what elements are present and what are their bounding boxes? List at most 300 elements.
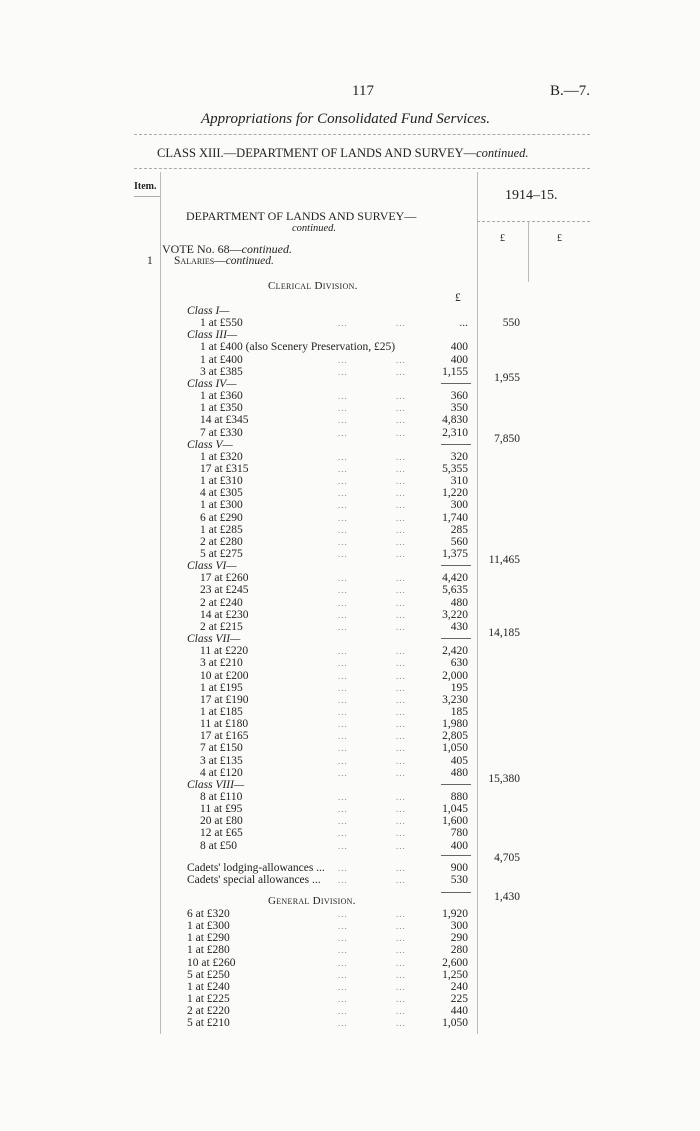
general-salary-row <box>0 908 700 920</box>
salary-row <box>0 791 700 803</box>
row-amount: 285 <box>450 523 468 536</box>
salary-row <box>0 463 700 475</box>
row-label: 8 at £50 <box>200 839 238 852</box>
leader-dots: ... <box>396 621 406 632</box>
subtotal-value: 15,380 <box>488 772 520 785</box>
leader-dots: ... <box>338 767 348 778</box>
leader-dots: ... <box>396 816 406 827</box>
salary-row <box>0 548 700 560</box>
row-amount: 780 <box>450 827 468 840</box>
salary-row <box>0 767 700 779</box>
row-amount: 3,220 <box>442 608 468 621</box>
row-label: 1 at £400 <box>200 353 243 366</box>
row-label: 1 at £360 <box>200 390 243 403</box>
row-label: 10 at £200 <box>200 669 249 682</box>
leader-dots: ... <box>338 670 348 681</box>
row-label: 1 at £320 <box>200 450 243 463</box>
leader-dots: ... <box>396 391 406 402</box>
leader-dots: ... <box>396 549 406 559</box>
salary-row <box>0 742 700 754</box>
class-heading-row <box>0 305 700 317</box>
class-heading-row <box>0 560 700 572</box>
row-amount: 350 <box>450 402 468 415</box>
leader-dots: ... <box>338 874 348 885</box>
rule <box>134 168 590 169</box>
row-label: 3 at £210 <box>200 657 243 670</box>
salary-row <box>0 341 700 353</box>
salary-row <box>0 354 700 366</box>
row-label: 3 at £385 <box>200 365 243 378</box>
leader-dots: ... <box>338 994 348 1005</box>
salary-row <box>0 815 700 827</box>
general-salary-row <box>0 932 700 944</box>
leader-dots: ... <box>396 792 406 802</box>
row-label: 1 at £195 <box>200 681 243 694</box>
salary-row <box>0 487 700 499</box>
leader-dots: ... <box>396 921 406 932</box>
leader-dots: ... <box>338 969 348 980</box>
row-label: Class I— <box>187 305 230 317</box>
row-amount: 4,830 <box>442 414 468 427</box>
leader-dots: ... <box>396 957 406 968</box>
salary-row <box>0 414 700 426</box>
row-label: 14 at £345 <box>200 414 249 427</box>
leader-dots: ... <box>338 804 348 815</box>
row-label: 1 at £400 (also Scenery Preservation, £25) <box>200 341 396 354</box>
leader-dots: ... <box>396 731 406 742</box>
leader-dots: ... <box>396 524 406 535</box>
row-label: Cadets' lodging-allowances ... <box>187 861 325 874</box>
leader-dots: ... <box>396 755 406 766</box>
row-amount: 360 <box>450 390 468 403</box>
salary-row <box>0 512 700 524</box>
row-label: 2 at £220 <box>187 1005 230 1018</box>
row-label: 23 at £245 <box>200 584 249 597</box>
leader-dots: ... <box>396 828 406 839</box>
row-label: 17 at £165 <box>200 730 249 743</box>
leader-dots: ... <box>338 646 348 657</box>
leader-dots: ... <box>338 621 348 632</box>
row-amount: 1,375 <box>442 548 468 560</box>
leader-dots: ... <box>338 609 348 620</box>
row-label: 2 at £280 <box>200 535 243 548</box>
leader-dots: ... <box>338 731 348 742</box>
leader-dots: ... <box>338 981 348 992</box>
leader-dots: ... <box>396 969 406 980</box>
row-label: 12 at £65 <box>200 827 243 840</box>
leader-dots: ... <box>396 573 406 584</box>
row-amount: 2,000 <box>442 669 468 682</box>
leader-dots: ... <box>396 1006 406 1017</box>
leader-dots: ... <box>396 476 406 487</box>
pound-heading: £ <box>557 233 562 244</box>
leader-dots: ... <box>396 403 406 414</box>
leader-dots: ... <box>396 488 406 499</box>
row-label: 11 at £95 <box>200 803 243 816</box>
salary-row <box>0 390 700 402</box>
subtotal-value: 7,850 <box>494 432 520 445</box>
leader-dots: ... <box>396 354 406 365</box>
cadet-allowance-row <box>0 874 700 886</box>
row-label: 8 at £110 <box>200 791 243 803</box>
row-amount: 225 <box>450 993 468 1006</box>
rule <box>134 196 160 197</box>
row-amount: ... <box>459 317 468 330</box>
row-amount: 1,050 <box>442 1017 468 1030</box>
leader-dots: ... <box>338 476 348 487</box>
salary-row <box>0 317 700 329</box>
row-label: 1 at £290 <box>187 932 230 945</box>
vote-continued: continued. <box>241 242 292 256</box>
row-label: 20 at £80 <box>200 815 243 828</box>
rule <box>477 221 590 222</box>
salary-row <box>0 682 700 694</box>
leader-dots: ... <box>338 743 348 754</box>
row-amount: 405 <box>450 754 468 767</box>
leader-dots: ... <box>338 427 348 438</box>
row-amount: 530 <box>450 873 468 886</box>
row-amount: 310 <box>450 475 468 488</box>
leader-dots: ... <box>338 573 348 584</box>
salary-row <box>0 827 700 839</box>
leader-dots: ... <box>396 804 406 815</box>
row-label: 10 at £260 <box>187 956 236 969</box>
salary-row <box>0 402 700 414</box>
row-label: 17 at £315 <box>200 462 249 475</box>
salary-row <box>0 718 700 730</box>
leader-dots: ... <box>338 403 348 414</box>
salary-row <box>0 524 700 536</box>
row-label: 1 at £300 <box>200 499 243 512</box>
salary-row <box>0 499 700 511</box>
general-salary-row <box>0 969 700 981</box>
row-label: Class III— <box>187 329 238 342</box>
leader-dots: ... <box>396 933 406 944</box>
leader-dots: ... <box>338 909 348 919</box>
leader-dots: ... <box>396 500 406 511</box>
salary-row <box>0 584 700 596</box>
row-amount: 300 <box>450 920 468 933</box>
row-label: 3 at £135 <box>200 754 243 767</box>
row-label: 2 at £215 <box>200 620 243 633</box>
leader-dots: ... <box>396 658 406 669</box>
subtotal-value: 550 <box>502 317 520 330</box>
row-label: 4 at £120 <box>200 766 243 779</box>
row-amount: 480 <box>450 766 468 779</box>
leader-dots: ... <box>338 488 348 499</box>
salary-row <box>0 755 700 767</box>
leader-dots: ... <box>338 816 348 827</box>
leader-dots: ... <box>396 682 406 693</box>
row-label: 14 at £230 <box>200 608 249 621</box>
pound-heading: £ <box>500 233 505 244</box>
leader-dots: ... <box>396 646 406 657</box>
document-reference: B.—7. <box>550 83 591 99</box>
leader-dots: ... <box>396 609 406 620</box>
general-salary-row <box>0 981 700 993</box>
row-amount: 1,050 <box>442 742 468 755</box>
row-amount: 1,920 <box>442 908 468 920</box>
row-label: 1 at £225 <box>187 993 230 1006</box>
subtotal-rule <box>441 383 471 384</box>
leader-dots: ... <box>338 682 348 693</box>
leader-dots: ... <box>396 536 406 547</box>
clerical-division-heading: Clerical Division. <box>268 280 358 292</box>
row-amount: 1,250 <box>442 968 468 981</box>
leader-dots: ... <box>396 427 406 438</box>
subtotal-rule <box>441 638 471 639</box>
salary-row <box>0 645 700 657</box>
salary-row <box>0 597 700 609</box>
salaries-continued: continued. <box>225 255 274 267</box>
row-amount: 290 <box>450 932 468 945</box>
leader-dots: ... <box>396 366 406 377</box>
row-amount: 2,805 <box>442 730 468 743</box>
leader-dots: ... <box>396 743 406 754</box>
row-label: 7 at £330 <box>200 426 243 439</box>
salary-row <box>0 730 700 742</box>
leader-dots: ... <box>338 463 348 474</box>
row-label: 2 at £240 <box>200 596 243 609</box>
leader-dots: ... <box>338 945 348 956</box>
leader-dots: ... <box>338 391 348 402</box>
row-amount: 880 <box>450 791 468 803</box>
cadet-allowance-row <box>0 862 700 874</box>
leader-dots: ... <box>338 500 348 511</box>
leader-dots: ... <box>396 840 406 851</box>
leader-dots: ... <box>396 670 406 681</box>
salary-row <box>0 451 700 463</box>
row-amount: 320 <box>450 450 468 463</box>
row-label: Class IV— <box>187 377 237 390</box>
row-amount: 5,355 <box>442 462 468 475</box>
general-salary-row <box>0 1017 700 1029</box>
row-label: 17 at £260 <box>200 572 249 585</box>
row-label: 1 at £280 <box>187 944 230 957</box>
page-number: 117 <box>352 83 374 99</box>
year-heading: 1914–15. <box>505 188 558 203</box>
rule <box>134 134 590 135</box>
column-rule <box>528 222 529 282</box>
salaries-text: Salaries— <box>174 255 226 267</box>
row-label: 6 at £290 <box>200 511 243 524</box>
class-heading <box>157 146 529 161</box>
leader-dots: ... <box>338 828 348 839</box>
salary-row <box>0 572 700 584</box>
department-title: DEPARTMENT OF LANDS AND SURVEY— <box>186 209 417 223</box>
class-heading-row <box>0 378 700 390</box>
row-label: 1 at £300 <box>187 920 230 933</box>
leader-dots: ... <box>396 1018 406 1029</box>
row-amount: 240 <box>450 980 468 993</box>
salary-row <box>0 840 700 852</box>
leader-dots: ... <box>396 994 406 1005</box>
leader-dots: ... <box>338 719 348 730</box>
general-salary-row <box>0 957 700 969</box>
leader-dots: ... <box>338 658 348 669</box>
general-salary-row <box>0 1005 700 1017</box>
leader-dots: ... <box>338 524 348 535</box>
leader-dots: ... <box>338 957 348 968</box>
row-amount: 4,420 <box>442 572 468 585</box>
leader-dots: ... <box>338 451 348 462</box>
row-amount: 560 <box>450 535 468 548</box>
leader-dots: ... <box>338 1006 348 1017</box>
item-column-label: Item. <box>134 181 157 192</box>
leader-dots: ... <box>338 755 348 766</box>
class-heading-row <box>0 779 700 791</box>
leader-dots: ... <box>396 945 406 956</box>
salary-row <box>0 621 700 633</box>
leader-dots: ... <box>396 597 406 608</box>
item-number: 1 <box>147 255 153 267</box>
class-heading-row <box>0 329 700 341</box>
salaries-heading <box>174 255 274 267</box>
class-heading-row <box>0 439 700 451</box>
leader-dots: ... <box>396 909 406 919</box>
leader-dots: ... <box>338 549 348 559</box>
row-amount: 1,980 <box>442 718 468 731</box>
leader-dots: ... <box>338 840 348 851</box>
row-amount: 5,635 <box>442 584 468 597</box>
row-label: 6 at £320 <box>187 908 230 920</box>
row-label: 1 at £350 <box>200 402 243 415</box>
row-amount: 1,740 <box>442 511 468 524</box>
leader-dots: ... <box>338 536 348 547</box>
row-amount: 900 <box>450 861 468 874</box>
subtotal-rule <box>441 784 471 785</box>
leader-dots: ... <box>396 981 406 992</box>
row-label: 1 at £185 <box>200 705 243 718</box>
general-division-heading: General Division. <box>268 895 356 907</box>
row-amount: 430 <box>450 620 468 633</box>
department-title-continued: continued. <box>292 223 337 234</box>
leader-dots: ... <box>338 1018 348 1029</box>
salary-row <box>0 609 700 621</box>
salary-row <box>0 706 700 718</box>
row-label: 1 at £240 <box>187 980 230 993</box>
leader-dots: ... <box>338 933 348 944</box>
leader-dots: ... <box>338 415 348 426</box>
subtotal-rule <box>441 855 471 856</box>
subtotal-value: 4,705 <box>494 851 520 864</box>
page-title: Appropriations for Consolidated Fund Services. <box>201 111 491 127</box>
row-amount: 400 <box>450 341 468 354</box>
subtotal-rule <box>441 444 471 445</box>
row-label: 7 at £150 <box>200 742 243 755</box>
subtotal-value: 1,955 <box>494 371 520 384</box>
row-label: 5 at £210 <box>187 1017 230 1030</box>
leader-dots: ... <box>396 463 406 474</box>
general-salary-row <box>0 944 700 956</box>
vote-text: VOTE No. 68— <box>162 242 242 256</box>
row-amount: 185 <box>450 705 468 718</box>
row-amount: 2,310 <box>442 426 468 439</box>
leader-dots: ... <box>338 706 348 717</box>
leader-dots: ... <box>338 597 348 608</box>
leader-dots: ... <box>338 512 348 523</box>
row-amount: 440 <box>450 1005 468 1018</box>
row-label: Cadets' special allowances ... <box>187 873 321 886</box>
leader-dots: ... <box>396 451 406 462</box>
row-label: 1 at £285 <box>200 523 243 536</box>
leader-dots: ... <box>338 862 348 873</box>
leader-dots: ... <box>338 792 348 802</box>
row-amount: 195 <box>450 681 468 694</box>
salary-row <box>0 803 700 815</box>
general-salary-row <box>0 993 700 1005</box>
row-label: 5 at £250 <box>187 968 230 981</box>
salary-row <box>0 475 700 487</box>
subtotal-value: 11,465 <box>488 554 520 567</box>
salary-row <box>0 366 700 378</box>
row-label: 11 at £180 <box>200 718 249 731</box>
row-label: Class VIII— <box>187 778 245 791</box>
leader-dots: ... <box>338 318 348 329</box>
leader-dots: ... <box>396 318 406 329</box>
leader-dots: ... <box>338 366 348 377</box>
subtotal-rule <box>441 565 471 566</box>
subtotal-value: 14,185 <box>488 627 520 640</box>
row-label: Class VII— <box>187 633 241 646</box>
row-amount: 1,155 <box>442 365 468 378</box>
row-label: 1 at £550 <box>200 317 243 330</box>
row-amount: 400 <box>450 839 468 852</box>
salary-row <box>0 657 700 669</box>
leader-dots: ... <box>396 694 406 705</box>
salary-row <box>0 694 700 706</box>
salary-row <box>0 427 700 439</box>
leader-dots: ... <box>396 585 406 596</box>
pound-sign: £ <box>455 292 461 304</box>
general-salary-row <box>0 920 700 932</box>
leader-dots: ... <box>396 862 406 873</box>
leader-dots: ... <box>338 694 348 705</box>
subtotal-value: 1,430 <box>494 890 520 903</box>
row-label: 4 at £305 <box>200 487 243 500</box>
leader-dots: ... <box>396 874 406 885</box>
subtotal-rule <box>441 892 471 893</box>
leader-dots: ... <box>396 415 406 426</box>
class-heading-continued: continued. <box>476 146 529 160</box>
row-amount: 400 <box>450 353 468 366</box>
salary-row <box>0 536 700 548</box>
salary-row <box>0 670 700 682</box>
row-amount: 1,600 <box>442 815 468 828</box>
class-heading-row <box>0 633 700 645</box>
row-amount: 3,230 <box>442 693 468 706</box>
class-heading-text: CLASS XIII.—DEPARTMENT OF LANDS AND SURVEY— <box>157 146 477 160</box>
row-amount: 2,600 <box>442 956 468 969</box>
row-amount: 280 <box>450 944 468 957</box>
leader-dots: ... <box>338 585 348 596</box>
leader-dots: ... <box>338 921 348 932</box>
row-label: 1 at £310 <box>200 475 243 488</box>
row-amount: 2,420 <box>442 645 468 658</box>
row-amount: 630 <box>450 657 468 670</box>
row-amount: 1,045 <box>442 803 468 816</box>
leader-dots: ... <box>396 512 406 523</box>
row-label: Class VI— <box>187 560 237 573</box>
leader-dots: ... <box>396 719 406 730</box>
row-amount: 300 <box>450 499 468 512</box>
leader-dots: ... <box>396 767 406 778</box>
leader-dots: ... <box>396 706 406 717</box>
row-label: 5 at £275 <box>200 548 243 560</box>
row-label: 11 at £220 <box>200 645 249 658</box>
row-amount: 480 <box>450 596 468 609</box>
row-amount: 1,220 <box>442 487 468 500</box>
